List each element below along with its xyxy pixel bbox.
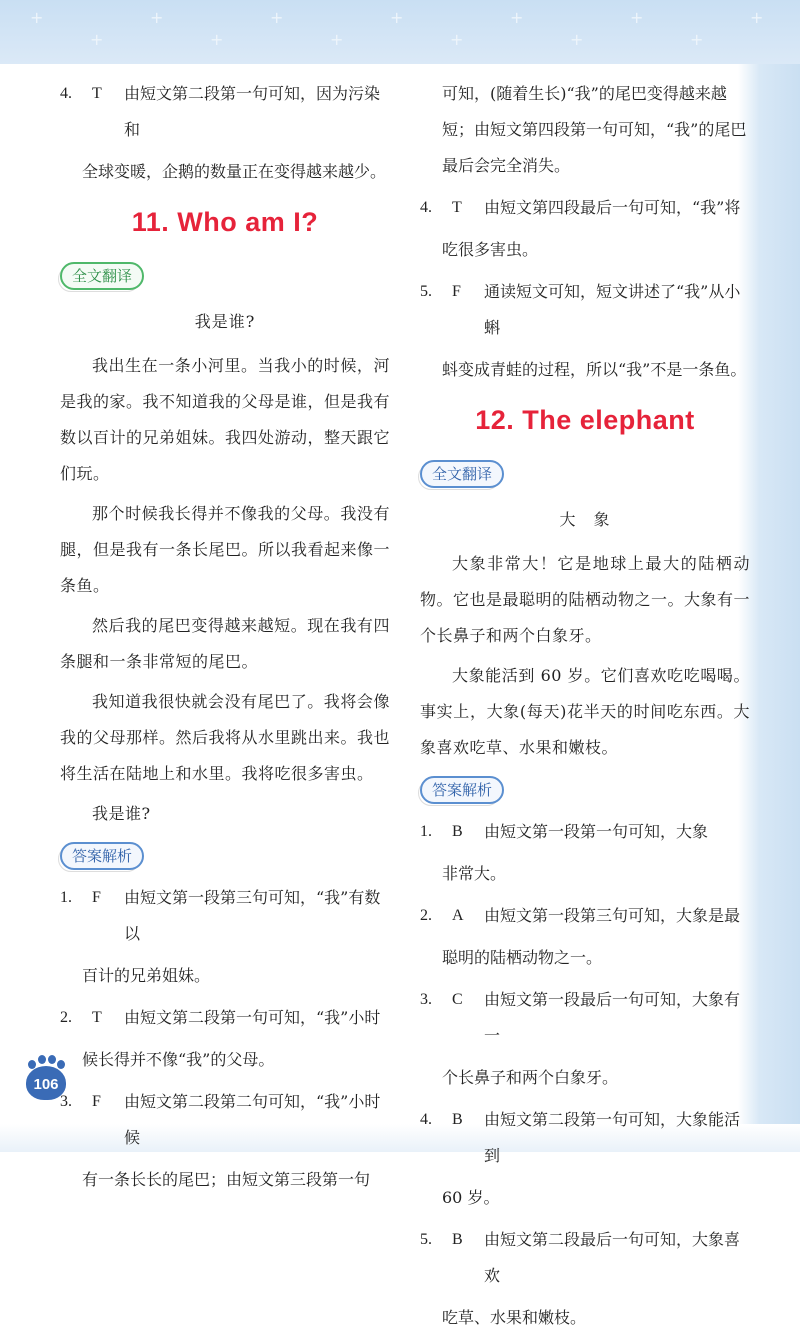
item-number: 3. [60, 1093, 72, 1110]
decor-plus: + [750, 8, 764, 27]
item-answer: T [92, 1009, 102, 1026]
decor-plus: + [570, 30, 584, 49]
section-title-11: 11. Who am I? [131, 207, 319, 237]
item-number: 5. [420, 1231, 432, 1248]
decor-plus: + [510, 8, 524, 27]
answer-item [60, 1000, 390, 1036]
decor-plus: + [330, 30, 344, 49]
item-number: 4. [420, 199, 432, 216]
item-text: 由短文第二段最后一句可知，大象喜欢 [484, 1230, 741, 1285]
item-continuation: 全球变暖，企鹅的数量正在变得越来越少。 [82, 162, 387, 181]
translation-paragraph: 大象非常大！它是地球上最大的陆栖动物。它也是最聪明的陆栖动物之一。大象有一个长鼻子和两个白象牙。 [420, 554, 751, 645]
item-answer: A [452, 907, 464, 924]
item-answer: T [452, 199, 462, 216]
item-answer: C [452, 991, 463, 1008]
answer-item [60, 880, 390, 952]
item-text: 通读短文可知，短文讲述了“我”从小蝌 [484, 282, 741, 337]
translation-paragraph: 然后我的尾巴变得越来越短。现在我有四条腿和一条非常短的尾巴。 [60, 616, 390, 671]
translation-paragraph: 那个时候我长得并不像我的父母。我没有腿，但是我有一条长尾巴。所以我看起来像一条鱼。 [60, 504, 391, 595]
answer-item [420, 1222, 750, 1294]
item-text: 由短文第一段第一句可知，大象 [484, 822, 709, 841]
decor-plus: + [270, 8, 284, 27]
item-number: 1. [420, 823, 432, 840]
item-text: 由短文第二段第二句可知，“我”小时候 [124, 1092, 381, 1147]
item-continuation: 个长鼻子和两个白象牙。 [442, 1068, 619, 1087]
decor-plus: + [30, 8, 44, 27]
item-number: 3. [420, 991, 432, 1008]
decor-plus: + [390, 8, 404, 27]
item-answer: F [452, 283, 461, 300]
item-answer: B [452, 1111, 463, 1128]
item-answer: F [92, 1093, 101, 1110]
item-continuation: 百计的兄弟姐妹。 [82, 966, 211, 985]
right-column [420, 76, 750, 1342]
answer-item [420, 898, 750, 934]
paw-toe-icon [28, 1060, 36, 1069]
item-continuation: 候长得并不像“我”的父母。 [82, 1050, 275, 1069]
answer-item [60, 1084, 390, 1156]
decor-plus: + [450, 30, 464, 49]
answer-item [420, 1102, 750, 1174]
item-continuation: 吃草、水果和嫩枝。 [442, 1308, 587, 1327]
item-text: 由短文第二段第一句可知，大象能活到 [484, 1110, 741, 1165]
translation-paragraph: 大象能活到 60 岁。它们喜欢吃吃喝喝。事实上，大象(每天)花半天的时间吃东西。大象喜欢吃草、水果和嫩枝。 [420, 666, 750, 757]
paw-toe-icon [48, 1055, 56, 1064]
paw-toe-icon [38, 1055, 46, 1064]
item-text: 由短文第一段最后一句可知，大象有一 [484, 990, 741, 1045]
item-continuation: 非常大。 [442, 864, 507, 883]
decor-plus: + [690, 30, 704, 49]
translation-badge: 全文翻译 [420, 460, 504, 488]
paw-toe-icon [57, 1060, 65, 1069]
decor-plus: + [90, 30, 104, 49]
answer-item [420, 274, 750, 346]
carryover-text: 可知，(随着生长)“我”的尾巴变得越来越短；由短文第四段第一句可知，“我”的尾巴最后会完全消失。 [442, 84, 747, 175]
answers-badge: 答案解析 [60, 842, 144, 870]
decor-plus: + [630, 8, 644, 27]
decor-plus: + [150, 8, 164, 27]
item-answer: T [92, 85, 102, 102]
item-text: 由短文第一段第三句可知，大象是最 [484, 906, 741, 925]
answer-item [420, 190, 750, 226]
item-number: 2. [60, 1009, 72, 1026]
translation-badge: 全文翻译 [60, 262, 144, 290]
item-continuation: 60 岁。 [442, 1188, 500, 1207]
decor-plus: + [210, 30, 224, 49]
item-number: 5. [420, 283, 432, 300]
item-text: 由短文第一段第三句可知，“我”有数以 [124, 888, 381, 943]
item-text: 由短文第四段最后一句可知，“我”将 [484, 198, 741, 217]
item-text: 由短文第二段第一句可知，“我”小时 [124, 1008, 381, 1027]
item-number: 1. [60, 889, 72, 906]
page-number-badge [26, 1066, 66, 1100]
translation-heading: 大 象 [559, 510, 611, 529]
answers-badge: 答案解析 [420, 776, 504, 804]
item-text: 由短文第二段第一句可知，因为污染和 [124, 84, 381, 139]
item-continuation: 有一条长长的尾巴；由短文第三段第一句 [82, 1170, 371, 1189]
item-answer: B [452, 823, 463, 840]
item-continuation: 蚪变成青蛙的过程，所以“我”不是一条鱼。 [442, 360, 747, 379]
left-column [60, 76, 390, 1204]
page-number: 106 [33, 1076, 59, 1093]
item-answer: B [452, 1231, 463, 1248]
answer-item [420, 982, 750, 1054]
item-continuation: 吃很多害虫。 [442, 240, 539, 259]
header-band [0, 0, 800, 64]
item-number: 4. [60, 85, 72, 102]
item-number: 2. [420, 907, 432, 924]
answer-item [60, 76, 390, 148]
item-number: 4. [420, 1111, 432, 1128]
translation-heading: 我是谁? [194, 312, 256, 331]
translation-paragraph: 我知道我很快就会没有尾巴了。我将会像我的父母那样。然后我将从水里跳出来。我也将生活在陆地上和水里。我将吃很多害虫。 [60, 692, 391, 783]
item-answer: F [92, 889, 101, 906]
translation-paragraph: 我是谁? [92, 804, 151, 823]
section-title-12: 12. The elephant [475, 405, 695, 435]
item-continuation: 聪明的陆栖动物之一。 [442, 948, 603, 967]
translation-paragraph: 我出生在一条小河里。当我小的时候，河是我的家。我不知道我的父母是谁，但是我有数以百计的兄弟姐妹。我四处游动，整天跟它们玩。 [60, 356, 391, 483]
answer-item [420, 814, 750, 850]
